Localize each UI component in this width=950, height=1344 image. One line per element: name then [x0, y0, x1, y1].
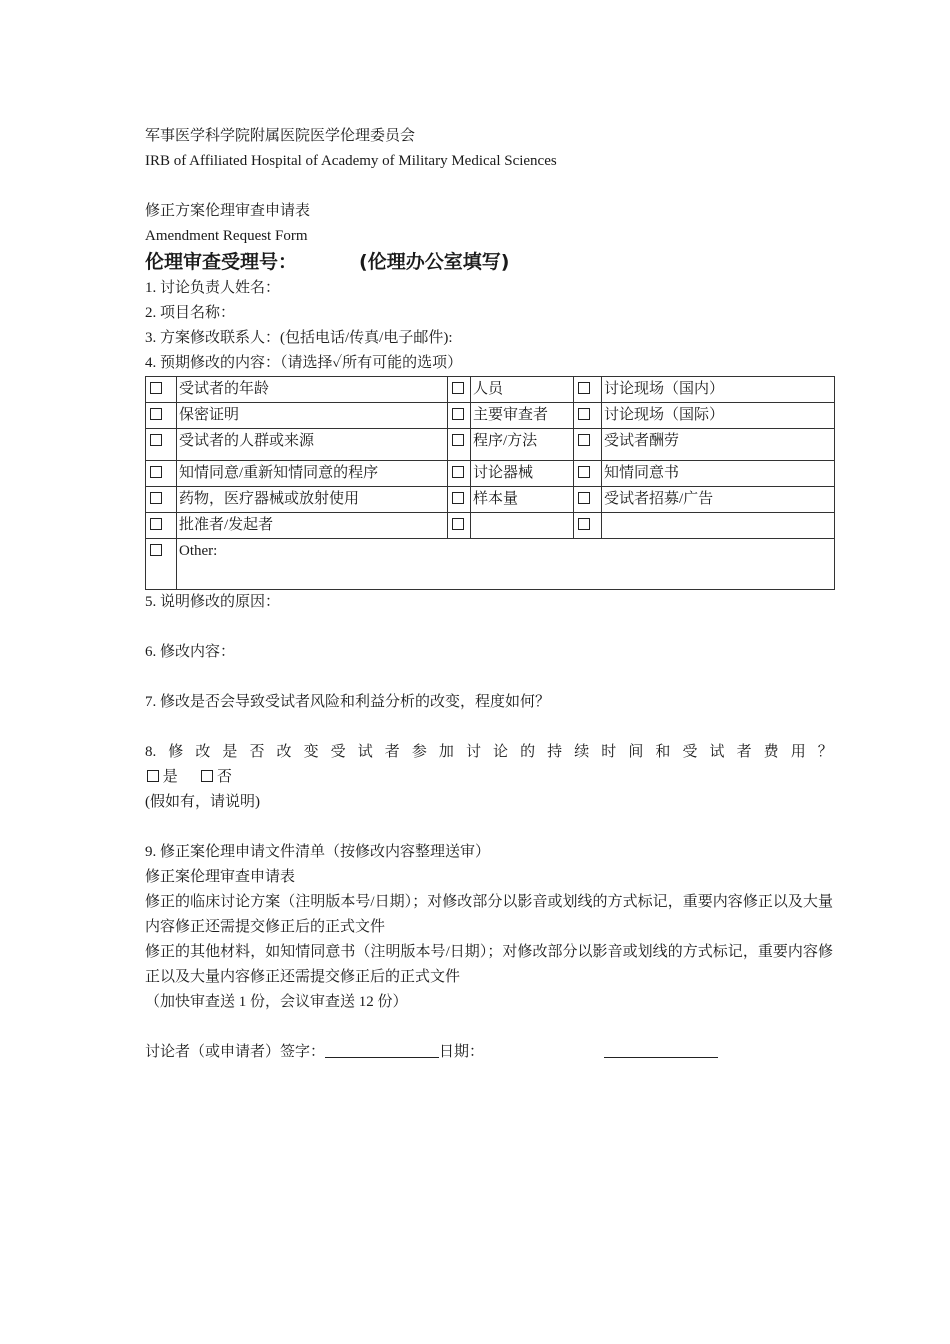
q8-char: 和 — [655, 744, 671, 760]
option-label — [602, 513, 835, 539]
q8-char: 变 — [303, 744, 319, 760]
q8-note: (假如有，请说明) — [145, 794, 260, 810]
question-8 — [145, 740, 833, 765]
date-line[interactable] — [604, 1041, 718, 1058]
q8-char: 者 — [384, 744, 400, 760]
question-5: 5. 说明修改的原因： — [145, 594, 281, 610]
q8-char: 是 — [222, 744, 238, 760]
option-checkbox-cell — [146, 487, 177, 513]
option-checkbox[interactable] — [150, 518, 162, 530]
options-row — [146, 461, 835, 487]
q8-char: 改 — [276, 744, 292, 760]
yes-checkbox[interactable] — [147, 770, 159, 782]
q8-char: 受 — [682, 744, 698, 760]
other-checkbox[interactable] — [150, 544, 162, 556]
document-item-2: 修正的临床讨论方案（注明版本号/日期）；对修改部分以影音或划线的方式标记，重要内容修正以及大量内容修正还需提交修正后的正式文件 — [145, 894, 833, 935]
option-checkbox-cell — [448, 403, 471, 429]
option-checkbox-cell — [574, 403, 602, 429]
q8-char: 间 — [628, 744, 644, 760]
option-checkbox-cell — [448, 513, 471, 539]
q8-char: 修 — [168, 744, 184, 760]
other-field[interactable]: Other: — [177, 539, 835, 590]
org-name-en: IRB of Affiliated Hospital of Academy of Military Medical Sciences — [145, 153, 557, 169]
q8-char: 费 — [763, 744, 779, 760]
options-row — [146, 487, 835, 513]
modification-options-table — [145, 376, 835, 590]
document-item-3: 修正的其他材料，如知情同意书（注明版本号/日期）；对修改部分以影音或划线的方式标记，重要内容修正以及大量内容修正还需提交修正后的正式文件 — [145, 944, 833, 985]
option-label: 讨论器械 — [471, 461, 574, 487]
option-checkbox[interactable] — [150, 408, 162, 420]
option-checkbox[interactable] — [452, 492, 464, 504]
option-checkbox-cell — [448, 487, 471, 513]
option-label: 知情同意书 — [602, 461, 835, 487]
no-checkbox[interactable] — [201, 770, 213, 782]
q8-char: 续 — [574, 744, 590, 760]
option-label — [471, 513, 574, 539]
option-checkbox[interactable] — [150, 382, 162, 394]
q8-char: 加 — [438, 744, 454, 760]
option-label: 受试者的人群或来源 — [177, 429, 448, 461]
option-checkbox-cell — [146, 461, 177, 487]
q8-char: 者 — [736, 744, 752, 760]
signature-line[interactable] — [325, 1041, 439, 1058]
option-label: 受试者的年龄 — [177, 377, 448, 403]
signature-row — [145, 1040, 833, 1065]
other-row — [146, 539, 835, 590]
options-row — [146, 403, 835, 429]
option-label: 程序/方法 — [471, 429, 574, 461]
q8-answer-row — [145, 765, 833, 790]
q8-char: 改 — [195, 744, 211, 760]
question-3: 3. 方案修改联系人：(包括电话/传真/电子邮件): — [145, 330, 453, 346]
option-checkbox-cell — [146, 429, 177, 461]
office-fill-note: (伦理办公室填写) — [359, 251, 510, 273]
option-checkbox[interactable] — [452, 518, 464, 530]
signature-label: 讨论者（或申请者）签字： — [145, 1044, 326, 1060]
q8-char: 试 — [709, 744, 725, 760]
q8-char: 的 — [520, 744, 536, 760]
option-checkbox[interactable] — [578, 518, 590, 530]
option-checkbox[interactable] — [578, 434, 590, 446]
option-checkbox-cell — [146, 513, 177, 539]
option-checkbox-cell — [146, 377, 177, 403]
q8-char: 8. — [145, 744, 157, 760]
option-checkbox[interactable] — [578, 382, 590, 394]
option-label: 批准者/发起者 — [177, 513, 448, 539]
option-label: 药物，医疗器械或放射使用 — [177, 487, 448, 513]
option-checkbox[interactable] — [150, 466, 162, 478]
q8-char: 论 — [493, 744, 509, 760]
option-checkbox-cell — [574, 461, 602, 487]
option-checkbox-cell — [448, 461, 471, 487]
documents-title: 9. 修正案伦理申请文件清单（按修改内容整理送审） — [145, 844, 491, 860]
option-checkbox[interactable] — [150, 434, 162, 446]
option-label: 人员 — [471, 377, 574, 403]
q8-char: 时 — [601, 744, 617, 760]
option-checkbox-cell — [448, 377, 471, 403]
form-title-cn: 修正方案伦理审查申请表 — [145, 203, 311, 219]
acceptance-number-label: 伦理审查受理号： — [145, 251, 298, 273]
form-title-en: Amendment Request Form — [145, 228, 308, 244]
option-checkbox-cell — [448, 429, 471, 461]
no-label: 否 — [217, 769, 233, 785]
yes-label: 是 — [162, 769, 178, 785]
option-checkbox[interactable] — [452, 434, 464, 446]
option-checkbox[interactable] — [452, 408, 464, 420]
option-checkbox[interactable] — [150, 492, 162, 504]
date-label: 日期： — [439, 1044, 485, 1060]
question-7: 7. 修改是否会导致受试者风险和利益分析的改变，程度如何？ — [145, 694, 551, 710]
option-checkbox-cell — [574, 487, 602, 513]
question-1: 1. 讨论负责人姓名： — [145, 280, 281, 296]
q8-char: 参 — [411, 744, 427, 760]
q8-char: 受 — [330, 744, 346, 760]
option-label: 保密证明 — [177, 403, 448, 429]
option-label: 讨论现场（国内） — [602, 377, 835, 403]
question-4: 4. 预期修改的内容：（请选择✓所有可能的选项） — [145, 355, 463, 371]
q8-char: 否 — [249, 744, 265, 760]
q8-char: 讨 — [465, 744, 481, 760]
option-label: 主要审查者 — [471, 403, 574, 429]
question-2: 2. 项目名称： — [145, 305, 236, 321]
form-page — [145, 124, 833, 1065]
options-row — [146, 429, 835, 461]
q8-char: 试 — [357, 744, 373, 760]
option-checkbox[interactable] — [452, 382, 464, 394]
option-checkbox[interactable] — [452, 466, 464, 478]
option-checkbox[interactable] — [578, 492, 590, 504]
other-checkbox-cell — [146, 539, 177, 590]
document-item-1: 修正案伦理审查申请表 — [145, 869, 296, 885]
acceptance-number-heading — [145, 249, 833, 276]
options-row — [146, 513, 835, 539]
option-label: 讨论现场（国际） — [602, 403, 835, 429]
option-label: 受试者招募/广告 — [602, 487, 835, 513]
options-row — [146, 377, 835, 403]
q8-char: 持 — [547, 744, 563, 760]
q8-char: 用 — [790, 744, 806, 760]
option-label: 受试者酬劳 — [602, 429, 835, 461]
option-checkbox[interactable] — [578, 408, 590, 420]
option-checkbox[interactable] — [578, 466, 590, 478]
question-6: 6. 修改内容： — [145, 644, 236, 660]
copies-note: （加快审查送 1 份，会议审查送 12 份） — [145, 994, 408, 1010]
org-name-cn: 军事医学科学院附属医院医学伦理委员会 — [145, 128, 416, 144]
option-checkbox-cell — [574, 429, 602, 461]
q8-char: ？ — [817, 744, 833, 760]
option-checkbox-cell — [574, 513, 602, 539]
option-label: 知情同意/重新知情同意的程序 — [177, 461, 448, 487]
option-label: 样本量 — [471, 487, 574, 513]
option-checkbox-cell — [146, 403, 177, 429]
option-checkbox-cell — [574, 377, 602, 403]
